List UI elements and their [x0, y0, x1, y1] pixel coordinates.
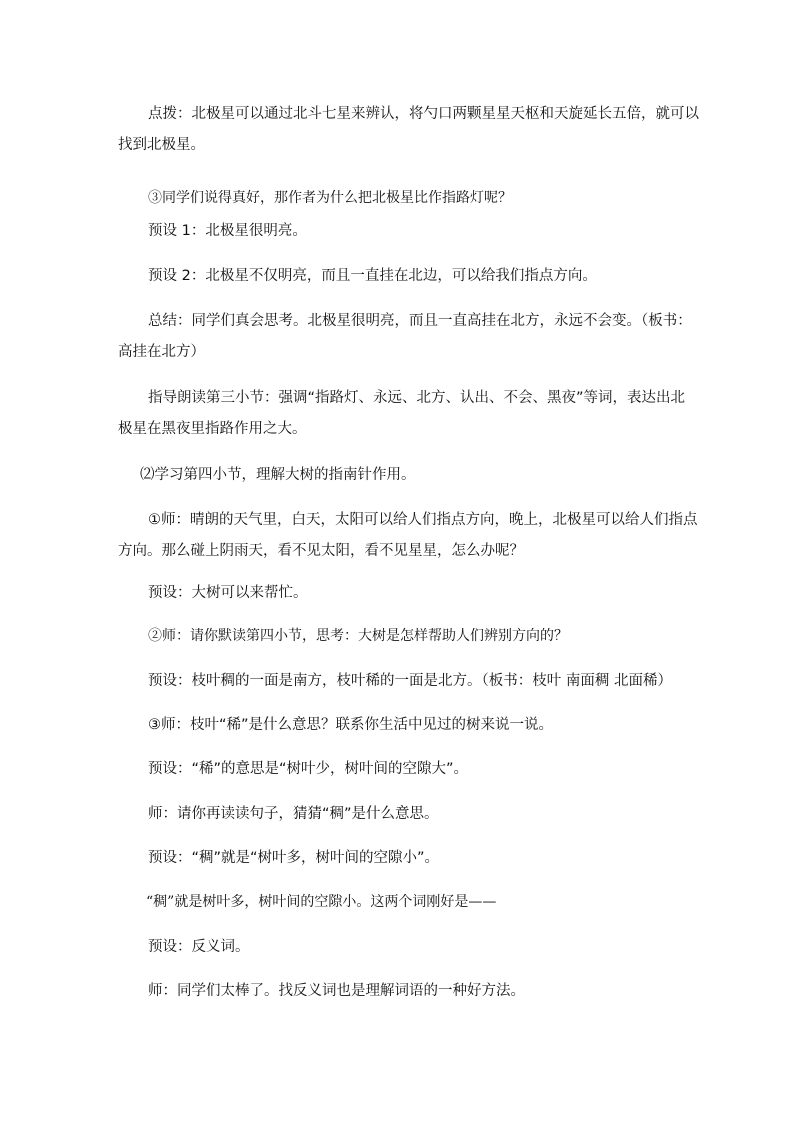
paragraph-teacher-praise [148, 976, 718, 1007]
text-line: 方向。那么碰上阴雨天，看不见太阳，看不见星星，怎么办呢？ [118, 543, 524, 559]
paragraph-preset-tree [148, 578, 718, 609]
text-line: 指导朗读第三小节：强调“指路灯、永远、北方、认出、不会、黑夜”等词，表达出北 [148, 390, 686, 406]
paragraph-preset-dense [148, 843, 718, 874]
paragraph-teacher-2 [148, 621, 718, 652]
text-line: “稠”就是树叶多，树叶间的空隙小。这两个词刚好是—— [146, 894, 497, 910]
paragraph-preset-leaves [148, 666, 718, 697]
paragraph-preset-antonym [148, 932, 718, 963]
text-line: 点拨：北极星可以通过北斗七星来辨认，将勺口两颗星星天枢和天旋延长五倍，就可以 [148, 106, 699, 122]
paragraph-teacher-1 [118, 505, 698, 567]
text-line: 总结：同学们真会思考。北极星很明亮，而且一直高挂在北方，永远不会变。（板书： [148, 313, 692, 329]
paragraph-hint-north-star [118, 99, 699, 161]
text-line: 预设：“稠”就是“树叶多，树叶间的空隙小”。 [148, 850, 440, 866]
text-line: 预设：反义词。 [148, 939, 250, 955]
text-line: ①师：晴朗的天气里，白天，太阳可以给人们指点方向，晚上，北极星可以给人们指点 [148, 512, 698, 528]
paragraph-question-3 [148, 183, 718, 214]
text-line: ③师：枝叶“稀”是什么意思？联系你生活中见过的树来说一说。 [148, 717, 554, 733]
text-line: ②师：请你默读第四小节，思考：大树是怎样帮助人们辨别方向的？ [148, 628, 568, 644]
text-line: 找到北极星。 [118, 137, 205, 153]
text-line: ③同学们说得真好，那作者为什么把北极星比作指路灯呢？ [148, 190, 512, 206]
paragraph-teacher-reread [148, 799, 718, 830]
text-line: 极星在黑夜里指路作用之大。 [118, 421, 307, 437]
text-line: 预设 1：北极星很明亮。 [148, 223, 307, 239]
paragraph-summary [118, 306, 692, 368]
paragraph-preset-2 [148, 261, 718, 292]
paragraph-section-heading [140, 460, 710, 491]
text-line: 高挂在北方） [118, 344, 205, 360]
paragraph-reading-guide [118, 383, 688, 445]
text-line: 预设 2：北极星不仅明亮，而且一直挂在北边，可以给我们指点方向。 [148, 268, 597, 284]
text-line: 师：请你再读读句子，猜猜“稠”是什么意思。 [148, 806, 439, 822]
text-line: ⑵学习第四小节，理解大树的指南针作用。 [140, 467, 416, 483]
paragraph-antonym-lead [146, 887, 716, 918]
paragraph-preset-sparse [148, 754, 718, 785]
paragraph-preset-1 [148, 216, 718, 247]
text-line: 师：同学们太棒了。找反义词也是理解词语的一种好方法。 [148, 983, 525, 999]
text-line: 预设：“稀”的意思是“树叶少，树叶间的空隙大”。 [148, 761, 469, 777]
text-line: 预设：枝叶稠的一面是南方，枝叶稀的一面是北方。（板书：枝叶 南面稠 北面稀） [148, 673, 672, 689]
paragraph-teacher-3 [148, 710, 718, 741]
text-line: 预设：大树可以来帮忙。 [148, 585, 308, 601]
